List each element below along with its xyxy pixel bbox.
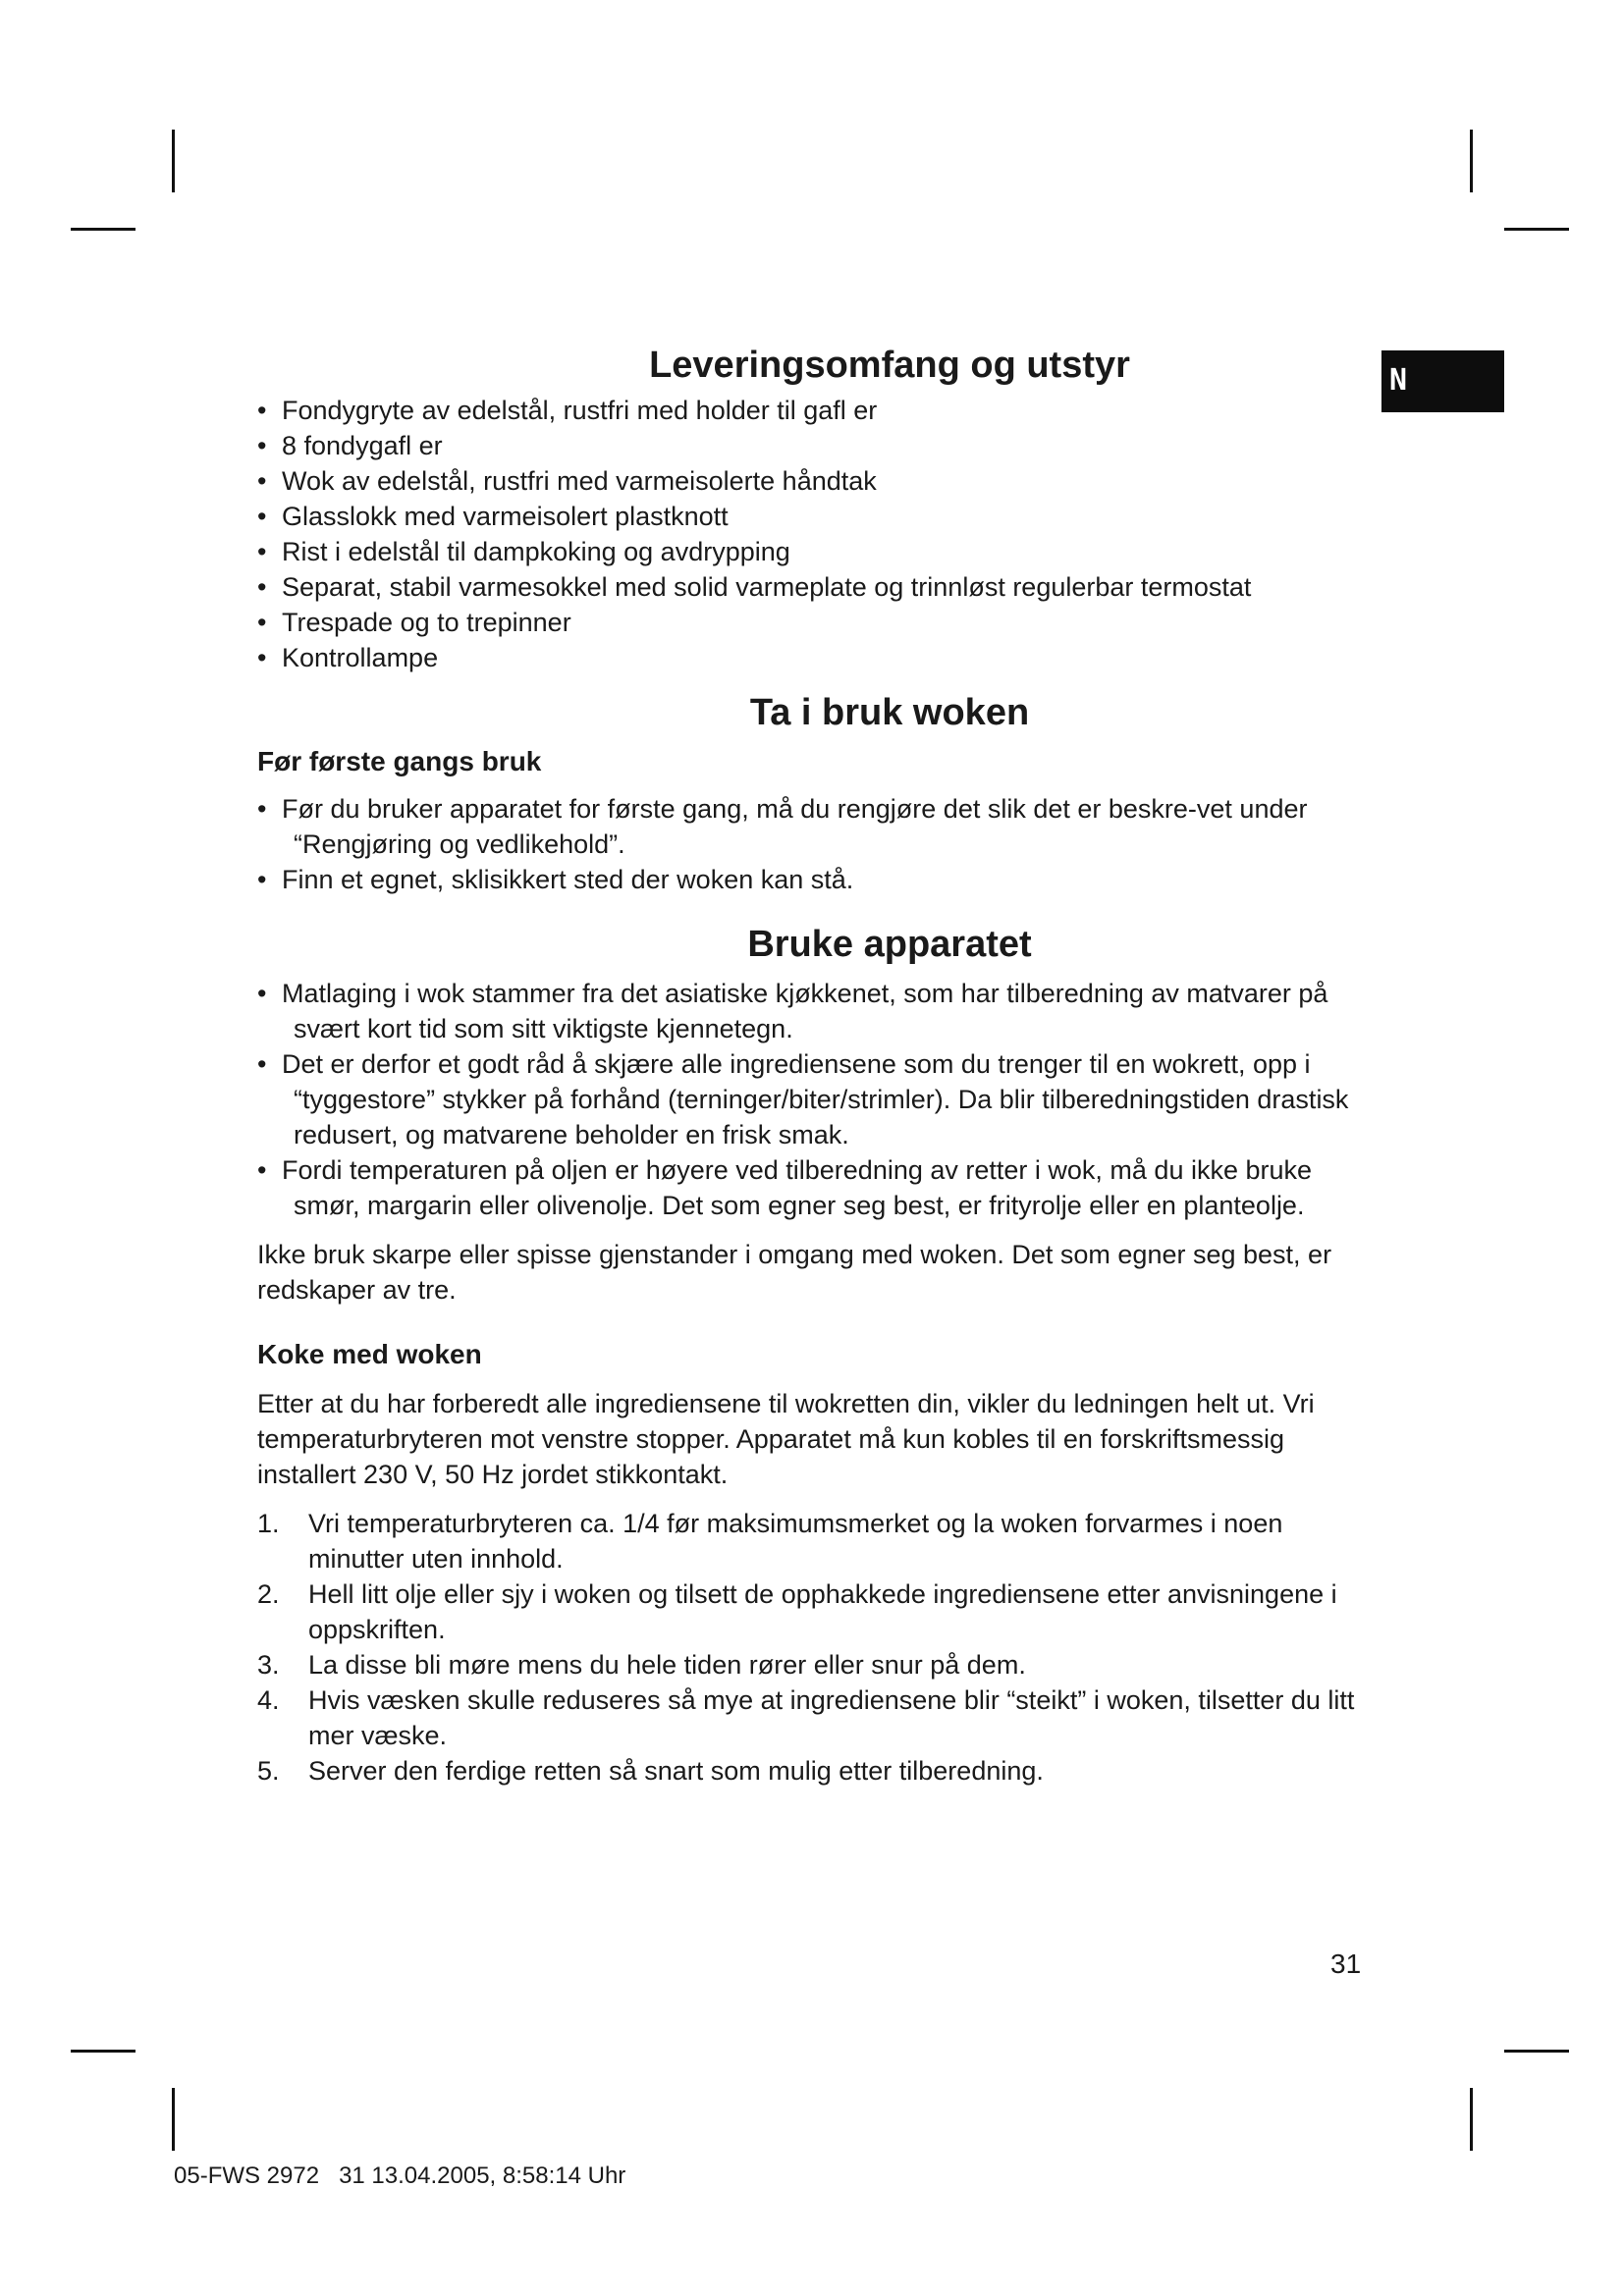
cooking-intro: Etter at du har forberedt alle ingrediensene til wokretten din, vikler du ledningen helt ut. Vri temperaturbryteren mot venstre stopper. Apparatet må kun kobles til en forskriftsmessig installert 230 V, 50 Hz jordet stikkontakt. [257, 1389, 1315, 1489]
section-title-first-use: Ta i bruk woken [749, 692, 1030, 733]
first-use-list [257, 791, 1365, 897]
step-number: 5. [257, 1756, 280, 1786]
print-footer: 05-FWS 2972 31 13.04.2005, 8:58:14 Uhr [174, 2163, 626, 2189]
list-item: • Kontrollampe [257, 640, 1365, 675]
list-item: • Fordi temperaturen på oljen er høyere ved tilberedning av retter i wok, må du ikke bruke smør, margarin eller olivenolje. Det som egner seg best, er frityrolje eller en planteolje. [257, 1152, 1365, 1223]
subheading-first-use: Før første gangs bruk [257, 746, 542, 776]
scope-list [257, 393, 1365, 675]
list-item: • Før du bruker apparatet for første gang, må du rengjøre det slik det er beskre-vet under “Rengjøring og vedlikehold”. [257, 791, 1365, 862]
step-number: 2. [257, 1579, 280, 1609]
list-item: • Trespade og to trepinner [257, 605, 1365, 640]
usage-list [257, 976, 1365, 1223]
step-number: 3. [257, 1650, 280, 1680]
section-title-scope: Leveringsomfang og utstyr [649, 345, 1130, 386]
section-title-usage: Bruke apparatet [747, 924, 1032, 965]
crop-mark-bottom-right-vertical [1470, 2088, 1473, 2151]
list-item: • Separat, stabil varmesokkel med solid varmeplate og trinnløst regulerbar termostat [257, 569, 1365, 605]
list-item: • Fondygryte av edelstål, rustfri med holder til gafl er [257, 393, 1365, 428]
step-number: 1. [257, 1509, 280, 1538]
step-item [257, 1682, 1365, 1753]
crop-mark-bottom-left-vertical [172, 2088, 175, 2151]
crop-mark-top-right-horizontal [1504, 228, 1569, 231]
list-item: • Rist i edelstål til dampkoking og avdrypping [257, 534, 1365, 569]
step-text: Hvis væsken skulle reduseres så mye at ingrediensene blir “steikt” i woken, tilsetter du litt mer væske. [308, 1685, 1355, 1750]
list-item: • Finn et egnet, sklisikkert sted der woken kan stå. [257, 862, 1365, 897]
subheading-cooking: Koke med woken [257, 1339, 482, 1369]
list-item: • Matlaging i wok stammer fra det asiatiske kjøkkenet, som har tilberedning av matvarer på svært kort tid som sitt viktigste kjennetegn. [257, 976, 1365, 1046]
step-text: Hell litt olje eller sjy i woken og tilsett de opphakkede ingrediensene etter anvisningene i oppskriften. [308, 1579, 1337, 1644]
list-item: • Wok av edelstål, rustfri med varmeisolerte håndtak [257, 463, 1365, 499]
step-item [257, 1576, 1365, 1647]
step-item [257, 1753, 1365, 1789]
crop-mark-top-left-vertical [172, 130, 175, 192]
cooking-steps [257, 1506, 1365, 1789]
list-item: • 8 fondygafl er [257, 428, 1365, 463]
step-text: Vri temperaturbryteren ca. 1/4 før maksimumsmerket og la woken forvarmes i noen minutter uten innhold. [308, 1509, 1283, 1574]
crop-mark-top-right-vertical [1470, 130, 1473, 192]
step-item [257, 1647, 1365, 1682]
language-tab-label: N [1389, 363, 1408, 398]
step-number: 4. [257, 1685, 280, 1715]
list-item: • Glasslokk med varmeisolert plastknott [257, 499, 1365, 534]
usage-note: Ikke bruk skarpe eller spisse gjenstander i omgang med woken. Det som egner seg best, er redskaper av tre. [257, 1240, 1332, 1305]
step-item [257, 1506, 1365, 1576]
list-item: • Det er derfor et godt råd å skjære alle ingrediensene som du trenger til en wokrett, opp i “tyggestore” stykker på forhånd (terninger/biter/strimler). Da blir tilberedningstiden drastisk redusert, og matvarene beholder en frisk smak. [257, 1046, 1365, 1152]
crop-mark-top-left-horizontal [71, 228, 135, 231]
page-number: 31 [1330, 1949, 1362, 1979]
step-text: La disse bli møre mens du hele tiden rører eller snur på dem. [308, 1650, 1026, 1680]
step-text: Server den ferdige retten så snart som mulig etter tilberedning. [308, 1756, 1044, 1786]
crop-mark-bottom-right-horizontal [1504, 2050, 1569, 2053]
page-content [257, 342, 1365, 1789]
crop-mark-bottom-left-horizontal [71, 2050, 135, 2053]
